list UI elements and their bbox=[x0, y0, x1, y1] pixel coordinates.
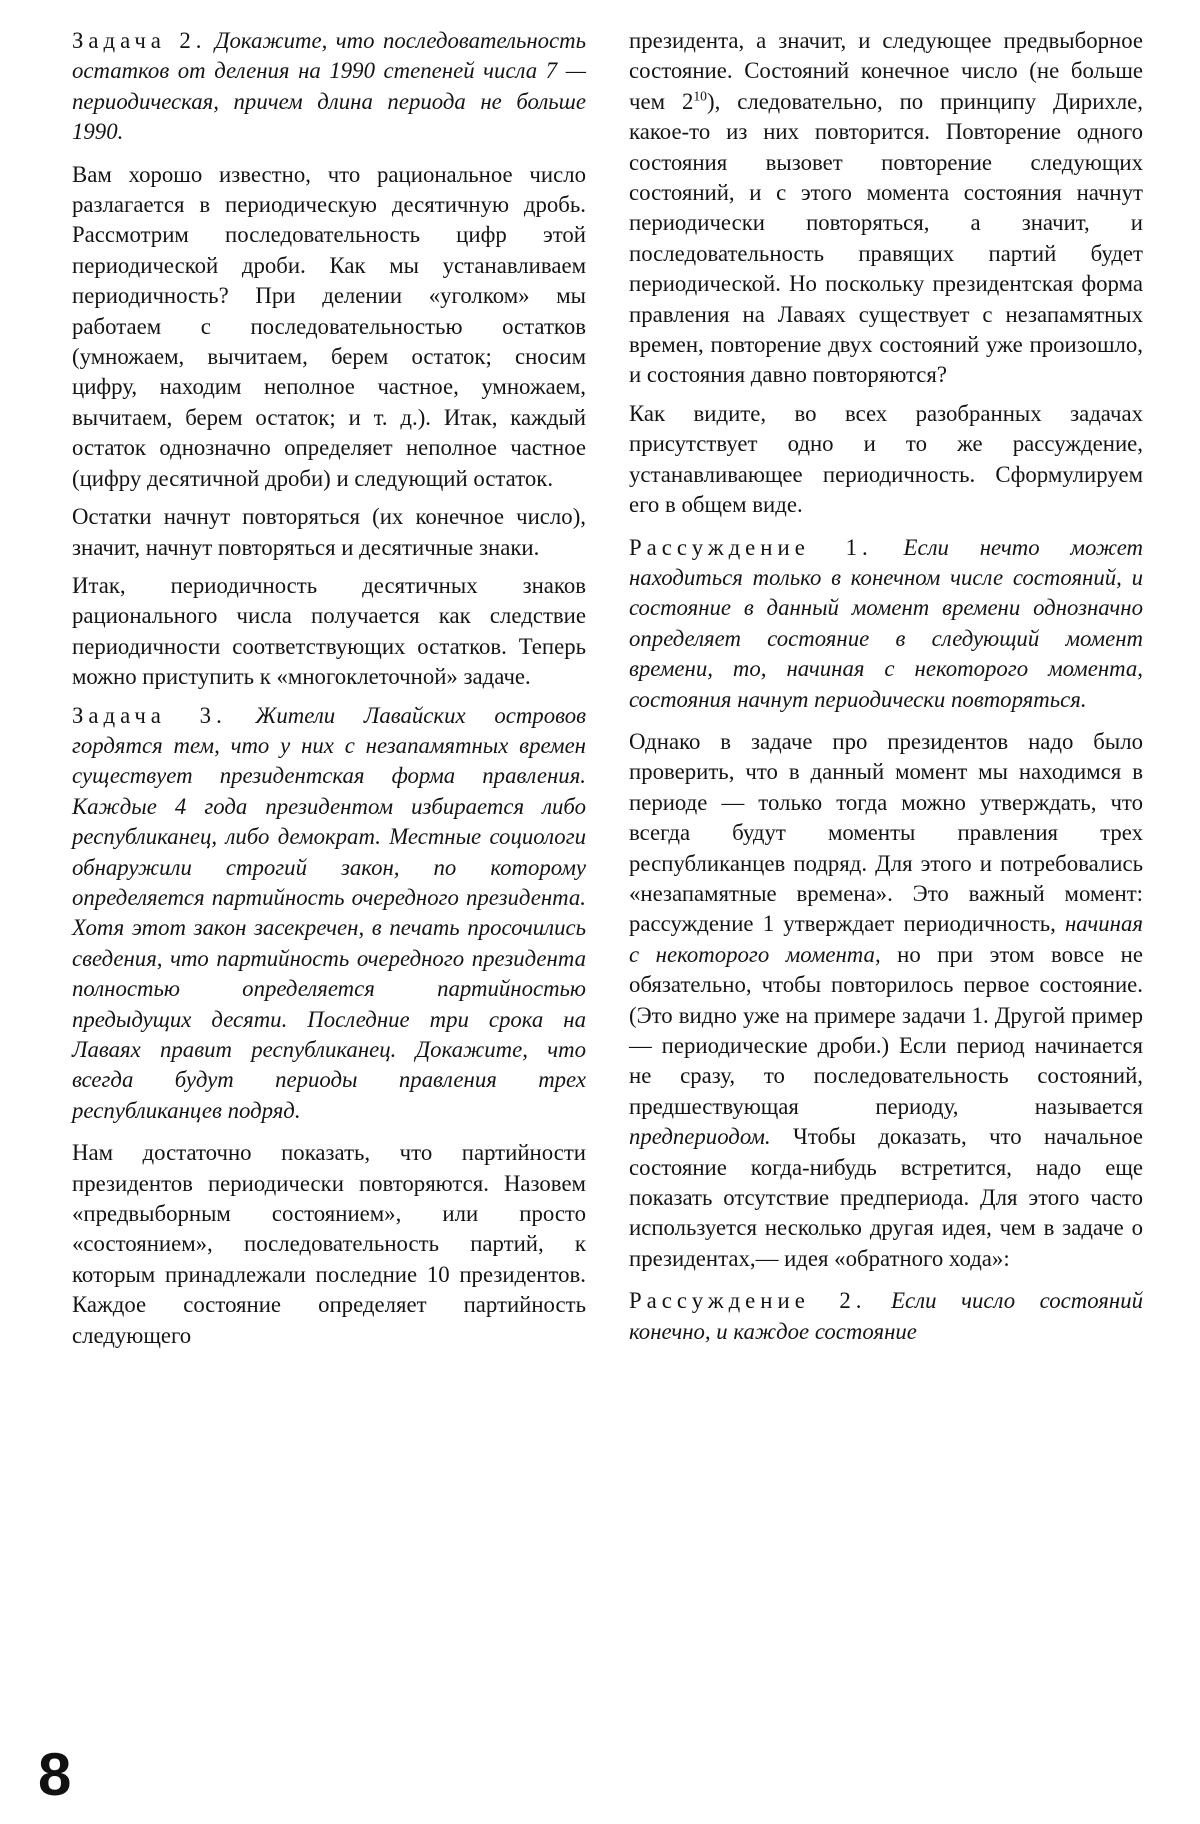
superscript: 10 bbox=[693, 88, 707, 104]
task-3-text: Жители Лавайских островов гордятся тем, что у них с незапамятных времен существует президентская форма правления. Каждые 4 года президентом избирается либо республиканец, либо демократ. Местные социологи обнаружили строгий закон, по которому определяется партийность очередного президента. Хотя этот закон засекречен, в печать просочились сведения, что партийность очередного президента полностью определяется партийностью предыдущих десяти. Последние три срока на Лаваях правит республиканец. Докажите, что всегда будут периоды правления трех республиканцев подряд. bbox=[72, 702, 586, 1123]
text-run: Однако в задаче про президентов надо было проверить, что в данный момент мы находимся в периоде — только тогда можно утверждать, что всегда будут моменты правления трех республиканцев подряд. Для этого и потребовались «незапамятные времена». Это важный момент: рассуждение 1 утверждает периодичность, bbox=[629, 728, 1143, 937]
task-3 bbox=[72, 701, 586, 1127]
reasoning-2-text: Если число состояний конечно, и каждое состояние bbox=[629, 1288, 1144, 1344]
reasoning-1-text: Если нечто может находиться только в конечном числе состояний, и состояние в данный момент времени однозначно определяет состояние в следующий момент времени, то, начиная с некоторого момента, состояния начнут периодически повторяться. bbox=[629, 534, 1143, 712]
paragraph: Как видите, во всех разобранных задачах присутствует одно и то же рассуждение, устанавливающее периодичность. Сформулируем его в общем виде. bbox=[629, 400, 1143, 518]
task-3-label: Задача 3. bbox=[72, 702, 227, 728]
text-run: ), следовательно, по принципу Дирихле, какое-то из них повторится. Повторение одного состояния вызовет повторение следующих состояний, и с этого момента состояния начнут периодически повторяться, а значит, и последовательность правящих партий будет периодической. Но поскольку президентская форма правления на Лаваях существует с незапамятных времен, повторение двух состояний уже произошло, и состояния давно повторяются? bbox=[629, 88, 1144, 388]
task-2-text: Докажите, что последовательность остатков от деления на 1990 степеней числа 7 — периодическая, причем длина периода не больше 1990. bbox=[72, 28, 587, 145]
right-column bbox=[629, 26, 1143, 1355]
task-2-label: Задача 2. bbox=[72, 28, 207, 53]
paragraph: Остатки начнут повторяться (их конечное число), значит, начнут повторяться и десятичные знаки. bbox=[72, 504, 586, 560]
page-number: 8 bbox=[38, 1741, 72, 1808]
text-run: Чтобы доказать, что начальное состояние когда-нибудь встретится, надо еще показать отсутствие предпериода. Для этого часто используется несколько другая идея, чем в задаче о президентах,— идея «обратного хода»: bbox=[629, 1124, 1143, 1271]
paragraph bbox=[629, 727, 1143, 1274]
italic-run: начиная с некоторого момента, bbox=[629, 911, 1143, 967]
task-2 bbox=[72, 26, 586, 148]
reasoning-1-label: Рассуждение 1. bbox=[629, 534, 873, 560]
text-run: но при этом вовсе не обязательно, чтобы повторилось первое состояние. (Это видно уже на примере задачи 1. Другой пример — периодические дроби.) Если период начинается не сразу, то последовательность состояний, предшествующая периоду, называется bbox=[629, 941, 1143, 1119]
reasoning-2-label: Рассуждение 2. bbox=[629, 1288, 867, 1314]
italic-run: предпериодом. bbox=[629, 1124, 771, 1150]
left-column bbox=[72, 26, 586, 1359]
paragraph: Нам достаточно показать, что партийности президентов периодически повторяются. Назовем «предвыборным состоянием», или просто «состоянием», последовательность партий, к которым принадлежали последние 10 президентов. Каждое состояние определяет партийность следующего bbox=[72, 1140, 586, 1348]
paragraph: Итак, периодичность десятичных знаков рационального числа получается как следствие периодичности соответствующих остатков. Теперь можно приступить к «многоклеточной» задаче. bbox=[72, 572, 586, 690]
reasoning-2 bbox=[629, 1286, 1143, 1347]
paragraph bbox=[629, 26, 1143, 391]
text-run: президента, а значит, и следующее предвыборное состояние. Состояний конечное число (не больше чем 2 bbox=[629, 28, 1143, 114]
paragraph: Вам хорошо известно, что рациональное число разлагается в периодическую десятичную дробь. Рассмотрим последовательность цифр этой периодической дроби. Как мы устанавливаем периодичность? При делении «уголком» мы работаем с последовательностью остатков (умножаем, вычитаем, берем остаток; сносим цифру, находим неполное частное, умножаем, вычитаем, берем остаток; и т. д.). Итак, каждый остаток однозначно определяет неполное частное (цифру десятичной дроби) и следующий остаток. bbox=[72, 161, 586, 491]
reasoning-1 bbox=[629, 533, 1143, 715]
